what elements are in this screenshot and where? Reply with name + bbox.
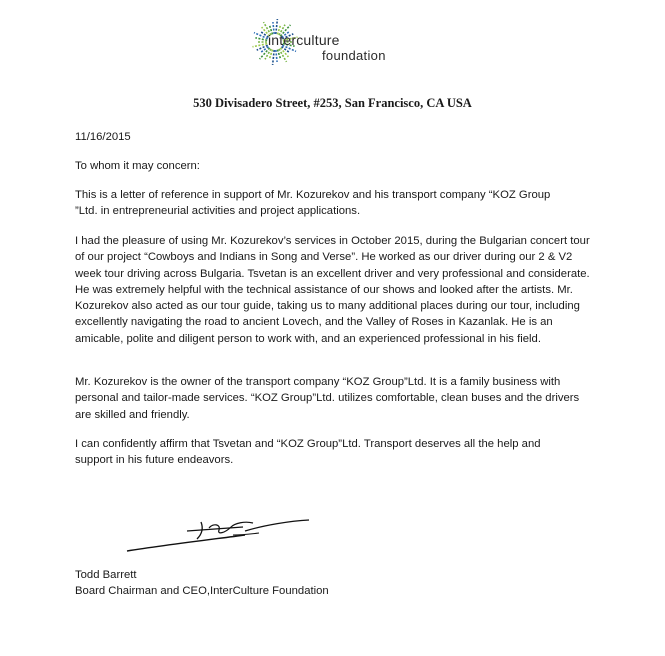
logo-ray <box>253 44 268 47</box>
letter-address: 530 Divisadero Street, #253, San Francisco, CA USA <box>193 96 472 110</box>
letter-date: 11/16/2015 <box>75 131 131 143</box>
signature-image <box>125 505 315 561</box>
logo-brand-line2: foundation <box>322 48 386 63</box>
logo-ray <box>270 50 273 59</box>
letter-salutation: To whom it may concern: <box>75 160 200 172</box>
letter-paragraph-3: Mr. Kozurekov is the owner of the transport company “KOZ Group”Ltd. It is a family business with personal and tailor-made services. “KOZ Group”Ltd. utilizes comfortable, clean buses and the drivers are skilled and friendly. <box>75 376 580 421</box>
letter-paragraph-2: I had the pleasure of using Mr. Kozurekov’s services in October 2015, during the Bulgarian concert tour of our project “Cowboys and Indians in Song and Verse”. He worked as our driver during our 2 & V2 week tour driving across Bulgaria. Tsvetan is an excellent driver and very professional and considerate. He was extremely helpful with the technical assistance of our shows and looked after the artists. Mr. Kozurekov also acted as our tour guide, taking us to many additional places during our tour, including excellently navigating the road to ancient Lovech, and the Valley of Roses in Kazanlak. He is an amicable, polite and diligent person to work with, and an experienced professional in his field. <box>75 235 590 345</box>
logo-ray <box>255 38 267 41</box>
signer-name: Todd Barrett <box>75 569 137 581</box>
logo-brand-line1: interculture <box>268 32 340 48</box>
logo-ray <box>278 50 281 59</box>
letter-paragraph-4: I can confidently affirm that Tsvetan and “KOZ Group”Ltd. Transport deserves all the help and support in his future endeavors. <box>75 438 541 467</box>
logo-ray <box>273 50 275 65</box>
signer-title: Board Chairman and CEO,InterCulture Foundation <box>75 585 329 597</box>
letter-paragraph-1: This is a letter of reference in support of Mr. Kozurekov and his transport company “KOZ Group ”Ltd. in entrepreneurial activities and project applications. <box>75 189 551 218</box>
logo-ray <box>276 50 277 62</box>
